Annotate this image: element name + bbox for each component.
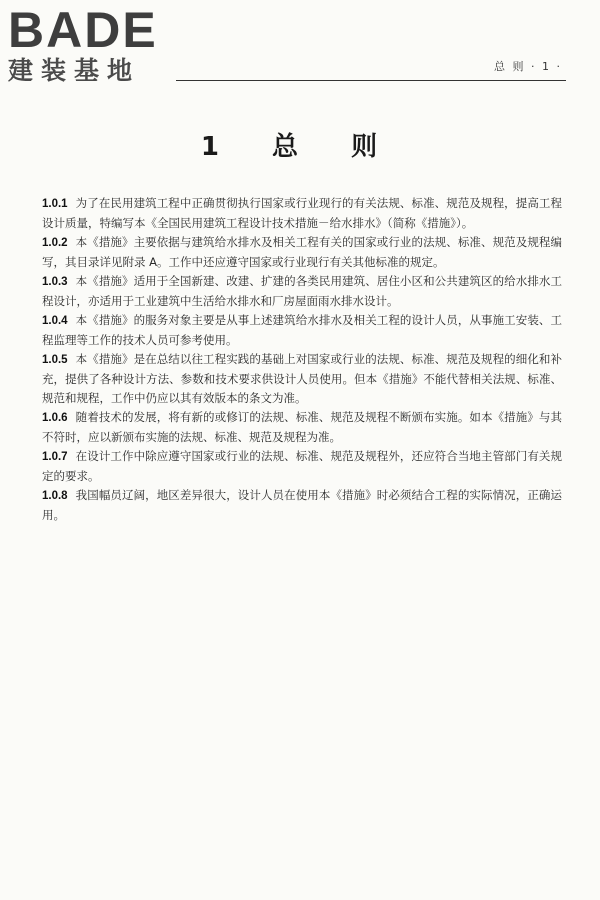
- clause-number: 1.0.4: [42, 315, 68, 327]
- clause-text: 本《措施》适用于全国新建、改建、扩建的各类民用建筑、居住小区和公共建筑区的给水排水工程设计，亦适用于工业建筑中生活给水排水和厂房屋面雨水排水设计。: [42, 274, 562, 308]
- clause-number: 1.0.8: [42, 490, 68, 502]
- clause-text: 本《措施》的服务对象主要是从事上述建筑给水排水及相关工程的设计人员，从事施工安装、工程监理等工作的技术人员可参考使用。: [42, 313, 562, 347]
- clause: [42, 486, 562, 525]
- header-rule: [176, 80, 566, 81]
- logo-brand-text: BADE: [8, 2, 158, 58]
- clause-number: 1.0.2: [42, 237, 68, 249]
- chapter-title: 1 总 则: [200, 132, 400, 162]
- running-head: 总 则 · 1 ·: [494, 60, 562, 73]
- clause-number: 1.0.3: [42, 276, 68, 288]
- clause-text: 本《措施》主要依据与建筑给水排水及相关工程有关的国家或行业的法规、标准、规范及规程编写，其目录详见附录 A。工作中还应遵守国家或行业现行有关其他标准的规定。: [42, 235, 562, 269]
- clause-text: 本《措施》是在总结以往工程实践的基础上对国家或行业的法规、标准、规范及规程的细化和补充，提供了各种设计方法、参数和技术要求供设计人员使用。但本《措施》不能代替相关法规、标准、规范和规程，工作中仍应以其有效版本的条文为准。: [42, 352, 562, 405]
- clause: [42, 408, 562, 447]
- brand-logo: [8, 4, 178, 86]
- clause-text: 我国幅员辽阔，地区差异很大，设计人员在使用本《措施》时必须结合工程的实际情况，正确运用。: [42, 488, 562, 522]
- clause: [42, 311, 562, 350]
- clause-text: 为了在民用建筑工程中正确贯彻执行国家或行业现行的有关法规、标准、规范及规程，提高工程设计质量，特编写本《全国民用建筑工程设计技术措施－给水排水》（简称《措施》）。: [42, 196, 562, 230]
- clause-text: 随着技术的发展，将有新的或修订的法规、标准、规范及规程不断颁布实施。如本《措施》与其不符时，应以新颁布实施的法规、标准、规范及规程为准。: [42, 410, 562, 444]
- clause-number: 1.0.7: [42, 451, 68, 463]
- logo-tagline: 建装基地: [8, 56, 141, 85]
- clause-number: 1.0.5: [42, 354, 68, 366]
- clause: [42, 350, 562, 408]
- clause: [42, 447, 562, 486]
- clause-number: 1.0.1: [42, 198, 68, 210]
- clause-list: [42, 194, 562, 525]
- clause: [42, 233, 562, 272]
- clause: [42, 194, 562, 233]
- clause: [42, 272, 562, 311]
- clause-number: 1.0.6: [42, 412, 68, 424]
- clause-text: 在设计工作中除应遵守国家或行业的法规、标准、规范及规程外，还应符合当地主管部门有关规定的要求。: [42, 449, 562, 483]
